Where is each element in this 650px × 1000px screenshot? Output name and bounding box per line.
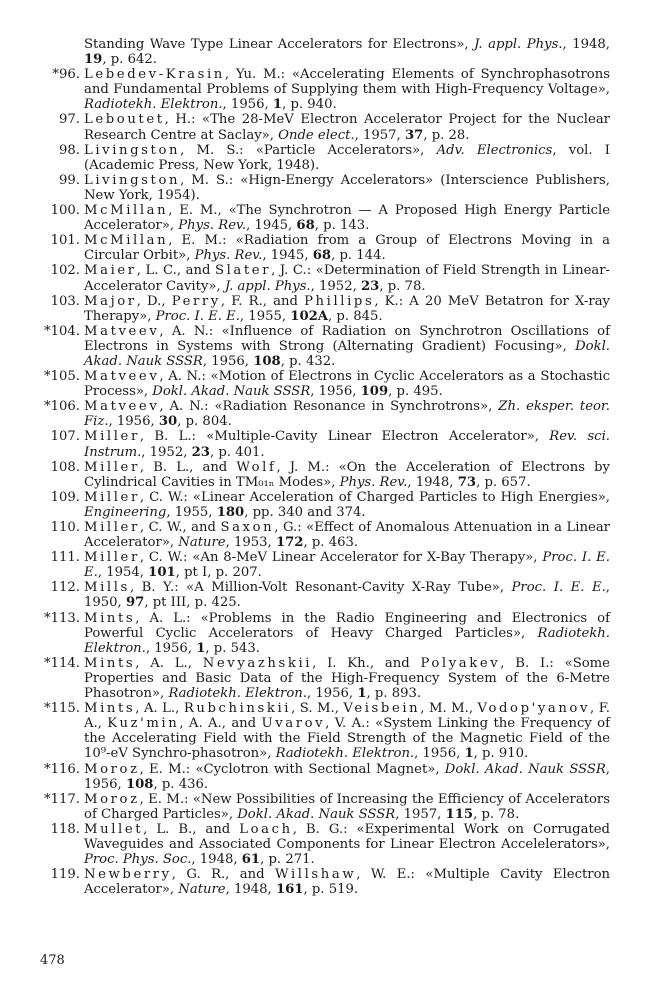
reference-text <box>84 792 610 822</box>
reference-number: 99. <box>59 172 80 188</box>
reference-entry <box>36 520 610 550</box>
reference-text <box>84 173 610 203</box>
reference-number: *96. <box>52 67 80 83</box>
reference-text <box>84 369 610 399</box>
reference-text <box>84 67 610 112</box>
reference-entry <box>36 263 610 293</box>
citation-text: , G. R., and <box>171 867 276 883</box>
journal-title: Phys. Rev. <box>178 218 247 234</box>
author-name: Miller <box>84 489 140 505</box>
reference-text <box>84 37 610 67</box>
citation-text: , J. C.: «Determination of Field Strength in Linear-Accelerator Cavity», <box>84 263 610 294</box>
journal-title: Adv. Electronics <box>436 142 553 158</box>
citation-text: , 1953, <box>225 535 276 551</box>
reference-number: 110. <box>50 520 80 535</box>
citation-text: , M. S.: «Particle Accelerators», <box>180 142 437 158</box>
reference-text <box>84 460 610 490</box>
citation-text: Standing Wave Type Linear Accelerators for Electrons», <box>84 37 475 52</box>
volume-number: 97 <box>125 595 145 611</box>
reference-entry <box>36 37 610 67</box>
author-name: Saxon <box>220 520 275 535</box>
author-name: Major <box>84 293 137 309</box>
citation-text: , J. M.: «On the Acceleration of Electrons by Cylindrical Cavities in TM₀₁ₙ Modes», <box>84 459 610 490</box>
journal-title: Rev. sci. Instrum. <box>84 429 610 460</box>
author-name: Vodop'yanov <box>477 701 591 717</box>
author-name: Perry <box>171 293 221 309</box>
reference-text <box>84 399 610 429</box>
reference-text <box>84 294 610 324</box>
citation-text: , A. A., and <box>179 716 262 732</box>
reference-text <box>84 429 610 459</box>
journal-title: Proc. I. E. E. <box>84 550 610 581</box>
citation-text: , 1956, <box>306 686 358 702</box>
citation-text: , pt III, p. 425. <box>144 595 241 611</box>
citation-text: , 1956, <box>84 761 610 792</box>
author-name: McMillan <box>84 233 169 249</box>
citation-text: , pp. 340 and 374. <box>244 504 366 520</box>
author-name: Slater <box>214 263 272 279</box>
citation-text: , G.: «Effect of Anomalous Attenuation in a Linear Accelerator», <box>84 520 610 551</box>
citation-text: , 1955, <box>239 308 291 324</box>
citation-text: , E. M.: «Cyclotron with Sectional Magnet», <box>139 761 445 777</box>
citation-text: , 1956, <box>145 640 197 656</box>
author-name: McMillan <box>84 203 169 219</box>
journal-title: J. appl. Phys. <box>224 278 311 294</box>
journal-title: J. appl. Phys. <box>474 37 563 52</box>
reference-number: *115. <box>44 701 80 717</box>
citation-text: , B. L., and <box>139 459 237 475</box>
citation-text: , 1956, <box>222 97 273 113</box>
reference-entry <box>36 580 610 610</box>
citation-text: , p. 78. <box>379 278 426 294</box>
citation-text: , 1956, <box>414 746 465 762</box>
journal-title: Phys. Rev. <box>194 248 263 264</box>
citation-text: , p. 463. <box>303 535 359 551</box>
citation-text: , p. 401. <box>209 444 265 460</box>
reference-entry <box>36 112 610 142</box>
citation-text: , F. R., and <box>220 293 305 309</box>
journal-title: Proc. I. E. E. <box>155 308 240 324</box>
reference-number: 102. <box>50 263 80 279</box>
citation-text: , 1950, <box>84 580 610 611</box>
citation-text: , p. 543. <box>205 640 260 656</box>
journal-title: Radiotekh. Elektron. <box>84 97 223 113</box>
citation-text: , B. I.: «Some Properties and Basic Data of the High-Frequency System of the 6-Metre Phasotron», <box>84 655 610 702</box>
volume-number: 102A <box>290 308 329 324</box>
citation-text: , vol. I (Academic Press, New York, 1948). <box>84 142 610 173</box>
reference-text <box>84 263 610 293</box>
reference-text <box>84 520 610 550</box>
journal-title: Dokl. Akad. Nauk SSSR <box>444 761 606 777</box>
citation-text: , pt I, p. 207. <box>175 565 262 581</box>
author-name: Livingston <box>84 142 181 158</box>
author-name: Willshaw <box>275 867 357 883</box>
citation-text: , p. 519. <box>303 882 359 898</box>
reference-number: 101. <box>50 233 80 249</box>
reference-entry <box>36 67 610 112</box>
author-name: Veisbein <box>343 701 421 717</box>
citation-text: , 1955, <box>166 504 217 520</box>
citation-text: , 1957, <box>354 127 405 143</box>
reference-number: *113. <box>44 610 80 626</box>
author-name: Rubchinskii <box>183 701 292 717</box>
volume-number: 1 <box>196 640 206 656</box>
author-name: Polyakev <box>420 655 501 671</box>
reference-number: *114. <box>44 655 80 671</box>
volume-number: 61 <box>241 852 261 868</box>
author-name: Mills <box>84 580 130 596</box>
citation-text: , K.: A 20 MeV Betatron for X-ray Therapy», <box>84 293 611 324</box>
reference-number: *106. <box>44 399 80 415</box>
author-name: Matveev <box>84 323 160 339</box>
citation-text: , 1948, <box>407 474 458 490</box>
reference-text <box>84 550 610 580</box>
citation-text: , 1952, <box>310 278 361 294</box>
reference-number: 100. <box>50 203 80 219</box>
citation-text: , W. E.: «Multiple Cavity Electron Accelerator», <box>84 867 610 898</box>
reference-number: 118. <box>50 821 80 837</box>
volume-number: 68 <box>296 218 315 234</box>
reference-entry <box>36 233 610 263</box>
reference-text <box>84 490 610 520</box>
volume-number: 1 <box>357 686 367 702</box>
reference-entry <box>36 611 610 656</box>
reference-entry <box>36 460 610 490</box>
author-name: Matveev <box>84 399 160 415</box>
reference-text <box>84 762 610 792</box>
reference-entry <box>36 762 610 792</box>
citation-text: , A. N.: «Motion of Electrons in Cyclic Accelerators as a Stochastic Process», <box>84 369 610 400</box>
author-name: Miller <box>84 459 140 475</box>
author-name: Matveev <box>84 369 160 385</box>
citation-text: , I. Kh., and <box>312 655 421 671</box>
reference-number: 97. <box>59 112 80 128</box>
citation-text: , p. 657. <box>476 474 531 490</box>
volume-number: 1 <box>464 746 474 762</box>
volume-number: 37 <box>404 127 424 143</box>
citation-text: , A. N.: «Influence of Radiation on Synchrotron Oscillations of Electrons in Systems with Strong (Alternating Gradient) Focusing», <box>84 323 610 354</box>
citation-text: , p. 642. <box>102 52 157 68</box>
citation-text: , p. 436. <box>153 776 209 792</box>
author-name: Mints <box>84 610 136 626</box>
journal-title: Radiotekh. Elektron. <box>168 686 307 702</box>
volume-number: 180 <box>216 504 245 520</box>
citation-text: , 1948, <box>225 882 276 898</box>
citation-text: , C. W.: «Linear Acceleration of Charged Particles to High Energies», <box>139 489 610 505</box>
citation-text: , M. M., <box>420 701 478 717</box>
author-name: Moroz <box>84 791 140 807</box>
author-name: Maier <box>84 263 137 279</box>
citation-text: , p. 78. <box>473 806 520 822</box>
citation-text: , C. W., and <box>139 520 221 535</box>
reference-text <box>84 580 610 610</box>
volume-number: 109 <box>360 384 389 400</box>
citation-text: , 1945, <box>246 218 297 234</box>
journal-title: Radiotekh. Elektron. <box>275 746 415 762</box>
volume-number: 108 <box>253 353 281 369</box>
citation-text: , 1948, <box>562 37 610 52</box>
reference-number: 107. <box>50 429 80 445</box>
reference-text <box>84 867 610 897</box>
author-name: Wolf <box>236 459 277 475</box>
author-name: Mullet <box>84 821 144 837</box>
citation-text: , p. 495. <box>388 384 443 400</box>
volume-number: 108 <box>125 776 154 792</box>
reference-entry <box>36 143 610 173</box>
author-name: Loach <box>239 821 293 837</box>
citation-text: , p. 804. <box>177 414 232 430</box>
author-name: Miller <box>84 520 140 535</box>
reference-text <box>84 112 610 142</box>
reference-text <box>84 822 610 867</box>
author-name: Moroz <box>84 761 140 777</box>
citation-text: , B. L.: «Multiple-Cavity Linear Electron Accelerator», <box>139 429 550 445</box>
author-name: Kuz'min <box>107 716 180 732</box>
reference-number: 109. <box>50 489 80 505</box>
volume-number: 115 <box>445 806 474 822</box>
reference-entry <box>36 792 610 822</box>
citation-text: , B. G.: «Experimental Work on Corrugated Waveguides and Associated Components for Linear Electron Accelelerators», <box>84 821 610 852</box>
reference-entry <box>36 490 610 520</box>
author-name: Uvarov <box>261 716 326 732</box>
reference-text <box>84 203 610 233</box>
journal-title: Radiotekh. Elektron. <box>84 625 610 656</box>
citation-text: , 1956, <box>108 414 159 430</box>
volume-number: 101 <box>148 565 176 581</box>
reference-number <box>36 37 84 67</box>
reference-text <box>84 611 610 656</box>
citation-text: , A. L., <box>135 655 203 671</box>
reference-number: *105. <box>44 369 80 385</box>
reference-number: 112. <box>50 580 80 596</box>
citation-text: , 1948, <box>191 852 242 868</box>
reference-entry <box>36 701 610 761</box>
reference-entry <box>36 203 610 233</box>
reference-entry <box>36 173 610 203</box>
volume-number: 172 <box>275 535 304 551</box>
reference-entry <box>36 822 610 867</box>
reference-number: 98. <box>59 142 80 158</box>
journal-title: Nature <box>178 882 226 898</box>
citation-text: , p. 28. <box>423 127 470 143</box>
reference-entry <box>36 550 610 580</box>
author-name: Livingston <box>84 172 181 188</box>
journal-title: Zh. eksper. teor. Fiz. <box>84 399 610 430</box>
citation-text: , 1952, <box>141 444 192 460</box>
volume-number: 23 <box>360 278 380 294</box>
citation-text: , M. S.: «Hign-Energy Accelerators» (Interscience Publishers, New York, 1954). <box>84 172 610 203</box>
reference-number: 108. <box>50 459 80 475</box>
journal-title: Dokl. Akad. Nauk SSSR <box>84 338 610 369</box>
journal-title: Proc. Phys. Soc. <box>84 852 192 868</box>
journal-title: Nature <box>178 535 226 551</box>
volume-number: 161 <box>275 882 304 898</box>
reference-entry <box>36 399 610 429</box>
reference-entry <box>36 429 610 459</box>
reference-entry <box>36 294 610 324</box>
citation-text: , L. B., and <box>143 821 240 837</box>
page-number: 478 <box>40 953 65 968</box>
citation-text: , p. 845. <box>328 308 383 324</box>
citation-text: , A. N.: «Radiation Resonance in Synchrotrons», <box>159 399 499 415</box>
author-name: Mints <box>84 655 136 671</box>
journal-title: Dokl. Akad. Nauk SSSR <box>152 384 311 400</box>
citation-text: , Yu. M.: «Accelerating Elements of Synchrophasotrons and Fundamental Problems of Supplying them with High-Frequency Voltage», <box>84 67 610 98</box>
citation-text: , D., <box>136 293 172 309</box>
journal-title: Dokl. Akad. Nauk SSSR <box>237 806 396 822</box>
author-name: Miller <box>84 550 140 566</box>
citation-text: , A. L., <box>135 701 184 717</box>
author-name: Mints <box>84 701 136 717</box>
reference-entry <box>36 324 610 369</box>
citation-text: , 1956, <box>310 384 361 400</box>
reference-text <box>84 656 610 701</box>
citation-text: , p. 893. <box>366 686 422 702</box>
journal-title: Proc. I. E. E. <box>511 580 606 596</box>
citation-text: , p. 432. <box>280 353 336 369</box>
volume-number: 19 <box>84 52 103 68</box>
citation-text: , p. 271. <box>260 852 315 868</box>
citation-text: , 1954, <box>97 565 149 581</box>
citation-text: , E. M.: «New Possibilities of Increasing the Efficiency of Accelerators of Charged Particles», <box>84 791 610 822</box>
citation-text: , p. 143. <box>314 218 370 234</box>
citation-text: , H.: «The 28-MeV Electron Accelerator Project for the Nuclear Research Centre at Saclay», <box>84 112 610 143</box>
citation-text: , 1957, <box>395 806 446 822</box>
citation-text: , B. Y.: «A Million-Volt Resonant-Cavity X-Ray Tube», <box>129 580 512 596</box>
reference-text <box>84 233 610 263</box>
volume-number: 30 <box>158 414 178 430</box>
reference-entry <box>36 656 610 701</box>
journal-title: Engineering <box>84 504 167 520</box>
reference-number: *116. <box>44 761 80 777</box>
reference-text <box>84 701 610 761</box>
author-name: Lebedev-Krasin <box>84 67 225 83</box>
reference-number: 119. <box>50 867 80 883</box>
citation-text: , p. 910. <box>473 746 529 762</box>
citation-text: , p. 940. <box>282 97 337 113</box>
reference-list <box>36 37 610 897</box>
author-name: Leboutet <box>84 112 165 128</box>
journal-title: Phys. Rev. <box>339 474 408 490</box>
reference-text <box>84 143 610 173</box>
citation-text: , p. 144. <box>331 248 386 264</box>
journal-title: Onde elect. <box>278 127 355 143</box>
volume-number: 73 <box>457 474 477 490</box>
author-name: Newberry <box>84 867 172 883</box>
reference-number: *117. <box>44 791 80 807</box>
reference-text <box>84 324 610 369</box>
reference-number: 111. <box>50 550 80 566</box>
citation-text: , A. L.: «Problems in the Radio Engineering and Electronics of Powerful Cyclic Accelerators of Heavy Charged Particles», <box>84 610 610 641</box>
citation-text: , S. M., <box>291 701 344 717</box>
citation-text: , E. M., «The Synchrotron — A Proposed High Energy Particle Accelerator», <box>84 203 610 234</box>
citation-text: , F. A., <box>84 701 611 732</box>
author-name: Phillips <box>304 293 375 309</box>
author-name: Nevyazhskii <box>202 655 313 671</box>
citation-text: , C. W.: «An 8-MeV Linear Accelerator for X-Bay Therapy», <box>139 550 543 566</box>
citation-text: , E. M.: «Radiation from a Group of Electrons Moving in a Circular Orbit», <box>84 233 610 264</box>
volume-number: 68 <box>312 248 332 264</box>
citation-text: , 1945, <box>262 248 313 264</box>
reference-number: *104. <box>44 323 80 339</box>
citation-text: , L. C., and <box>136 263 215 279</box>
reference-number: 103. <box>50 293 80 309</box>
volume-number: 23 <box>191 444 210 460</box>
author-name: Miller <box>84 429 140 445</box>
volume-number: 1 <box>272 97 283 113</box>
citation-text: , V. A.: «System Linking the Frequency of the Accelerating Field with the Field Strength of the Magnetic Field of the 10⁹-eV Synchro-phasotron», <box>84 716 610 762</box>
reference-entry <box>36 369 610 399</box>
reference-entry <box>36 867 610 897</box>
citation-text: , 1956, <box>202 353 254 369</box>
